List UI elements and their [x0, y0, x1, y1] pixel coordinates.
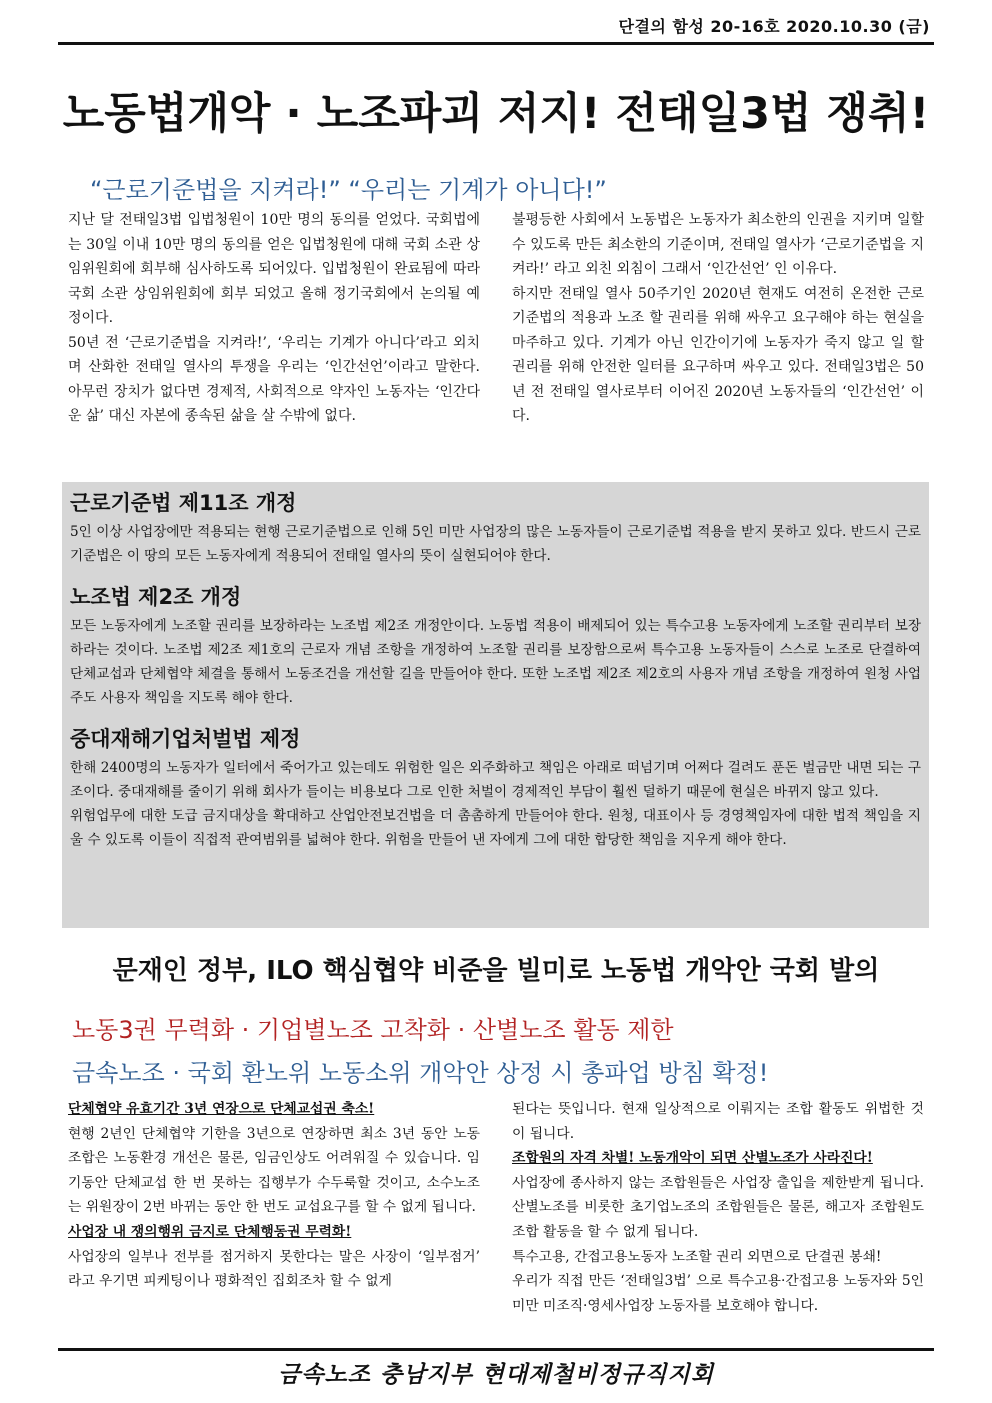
section-subheading-red: 노동3권 무력화 · 기업별노조 고착화 · 산별노조 활동 제한: [72, 1016, 674, 1044]
demand-text: 위험업무에 대한 도급 금지대상을 확대하고 산업안전보건법을 더 촘촘하게 만들어야 한다. 원청, 대표이사 등 경영책임자에 대한 법적 책임을 지울 수 있도록 이들이 직접적 관여범위를 넓혀야 한다. 위험을 만들어 낸 자에게 그에 대한 합당한 책임을 지우게 해야 한다.: [70, 808, 921, 848]
topic-subheading: 조합원의 자격 차별! 노동개악이 되면 산별노조가 사라진다!: [512, 1150, 873, 1167]
demand-text: 5인 이상 사업장에만 적용되는 현행 근로기준법으로 인해 5인 미만 사업장의 많은 노동자들이 근로기준법 적용을 받지 못하고 있다. 반드시 근로기준법은 이 땅의 모든 노동자에게 적용되어 전태일 열사의 뜻이 실현되어야 한다.: [70, 524, 921, 564]
demand-text: 모든 노동자에게 노조할 권리를 보장하라는 노조법 제2조 개정안이다. 노동법 적용이 배제되어 있는 특수고용 노동자에게 노조할 권리부터 보장하라는 것이다. 노조법 제2조 제1호의 근로자 개념 조항을 개정하여 노조할 권리를 보장함으로써 특수고용 노동자들이 스스로 노조로 단결하여 단체교섭과 단체협약 체결을 통해서 노동조건을 개선할 길을 만들어야 한다. 또한 노조법 제2조 제2호의 사용자 개념 조항을 개정하여 원청 사업주도 사용자 책임을 지도록 해야 한다.: [70, 618, 921, 706]
intro-paragraph: 지난 달 전태일3법 입법청원이 10만 명의 동의를 얻었다. 국회법에는 30일 이내 10만 명의 동의를 얻은 입법청원에 대해 국회 소관 상임위원회에 회부해 심사하도록 되어있다. 입법청원이 완료됨에 따라 국회 소관 상임위원회에 회부 되었고 올해 정기국회에서 논의될 예정이다.: [68, 212, 480, 326]
topic-subheading: 사업장 내 쟁의행위 금지로 단체행동권 무력화!: [68, 1223, 352, 1240]
intro-paragraph: 50년 전 ‘근로기준법을 지켜라!’, ‘우리는 기계가 아니다’라고 외치며 산화한 전태일 열사의 투쟁을 우리는 ‘인간선언’이라고 말한다. 아무런 장치가 없다면 경제적, 사회적으로 약자인 노동자는 ‘인간다운 삶’ 대신 자본에 종속된 삶을 살 수밖에 없다.: [68, 334, 480, 424]
topic-paragraph: 현행 2년인 단체협약 기한을 3년으로 연장하면 최소 3년 동안 노동조합은 노동환경 개선은 물론, 임금인상도 어려워질 수 있습니다. 임기동안 단체교섭 한 번 못하는 집행부가 수두룩할 것이고, 소수노조는 위원장이 2번 바뀌는 동안 한 번도 교섭요구를 할 수 없게 됩니다.: [68, 1125, 480, 1216]
demand-heading: 근로기준법 제11조 개정: [70, 491, 297, 515]
demand-heading: 노조법 제2조 개정: [70, 585, 242, 609]
intro-paragraph: 하지만 전태일 열사 50주기인 2020년 현재도 여전히 온전한 근로기준법의 적용과 노조 할 권리를 위해 싸우고 요구해야 하는 현실을 마주하고 있다. 기계가 아닌 인간이기에 노동자가 죽지 않고 일 할 권리를 위해 안전한 일터를 요구하며 싸우고 있다. 전태일3법은 50년 전 전태일 열사로부터 이어진 2020년 노동자들의 ‘인간선언’ 이다.: [512, 285, 924, 424]
section-heading: 문재인 정부, ILO 핵심협약 비준을 빌미로 노동법 개악안 국회 발의: [112, 956, 880, 986]
issue-info: 단결의 함성 20-16호 2020.10.30 (금): [618, 17, 930, 36]
intro-left-column: [68, 208, 480, 429]
demand-text: 한해 2400명의 노동자가 일터에서 죽어가고 있는데도 위험한 일은 외주화하고 책임은 아래로 떠넘기며 어쩌다 걸려도 푼돈 벌금만 내면 되는 구조이다. 중대재해를 줄이기 위해 회사가 들이는 비용보다 그로 인한 처벌이 경제적인 부담이 훨씬 덜하기 때문에 현실은 바뀌지 않고 있다.: [70, 760, 921, 800]
topic-paragraph: 사업장의 일부나 전부를 점거하지 못한다는 말은 사장이 ‘일부점거’ 라고 우기면 피케팅이나 평화적인 집회조차 할 수 없게: [68, 1248, 480, 1290]
topic-paragraph: 사업장에 종사하지 않는 조합원들은 사업장 출입을 제한받게 됩니다. 산별노조를 비롯한 초기업노조의 조합원들은 물론, 해고자 조합원도 조합 활동을 할 수 없게 됩니다.: [512, 1174, 924, 1240]
footer-organization: 금속노조 충남지부 현대제철비정규직지회: [278, 1361, 714, 1388]
slogan: “근로기준법을 지켜라!” “우리는 기계가 아니다!”: [90, 176, 607, 204]
intro-paragraph: 불평등한 사회에서 노동법은 노동자가 최소한의 인권을 지키며 일할 수 있도록 만든 최소한의 기준이며, 전태일 열사가 ‘근로기준법을 지켜라!’ 라고 외친 외침이 그래서 ‘인간선언’ 인 이유다.: [512, 212, 924, 277]
header-rule: [58, 10, 934, 45]
demand-section: [70, 582, 921, 710]
section2-right-column: [512, 1097, 924, 1318]
intro-right-column: [512, 208, 924, 429]
demands-box: [62, 482, 929, 928]
section2-left-column: [68, 1097, 480, 1294]
topic-paragraph: 된다는 뜻입니다. 현재 일상적으로 이뤄지는 조합 활동도 위법한 것이 됩니다.: [512, 1101, 924, 1142]
demand-section: [70, 488, 921, 568]
demand-heading: 중대재해기업처벌법 제정: [70, 727, 301, 751]
footer-rule: [58, 1348, 934, 1351]
topic-subheading: 단체협약 유효기간 3년 연장으로 단체교섭권 축소!: [68, 1101, 375, 1117]
demand-section: [70, 724, 921, 852]
topic-paragraph: 우리가 직접 만든 ‘전태일3법’ 으로 특수고용·간접고용 노동자와 5인 미만 미조직·영세사업장 노동자를 보호해야 합니다.: [512, 1273, 924, 1314]
topic-paragraph: 특수고용, 간접고용노동자 노조할 권리 외면으로 단결권 봉쇄!: [512, 1248, 882, 1265]
section-subheading-blue: 금속노조 · 국회 환노위 노동소위 개악안 상정 시 총파업 방침 확정!: [72, 1059, 769, 1087]
main-title: 노동법개악 · 노조파괴 저지! 전태일3법 쟁취!: [62, 89, 930, 139]
